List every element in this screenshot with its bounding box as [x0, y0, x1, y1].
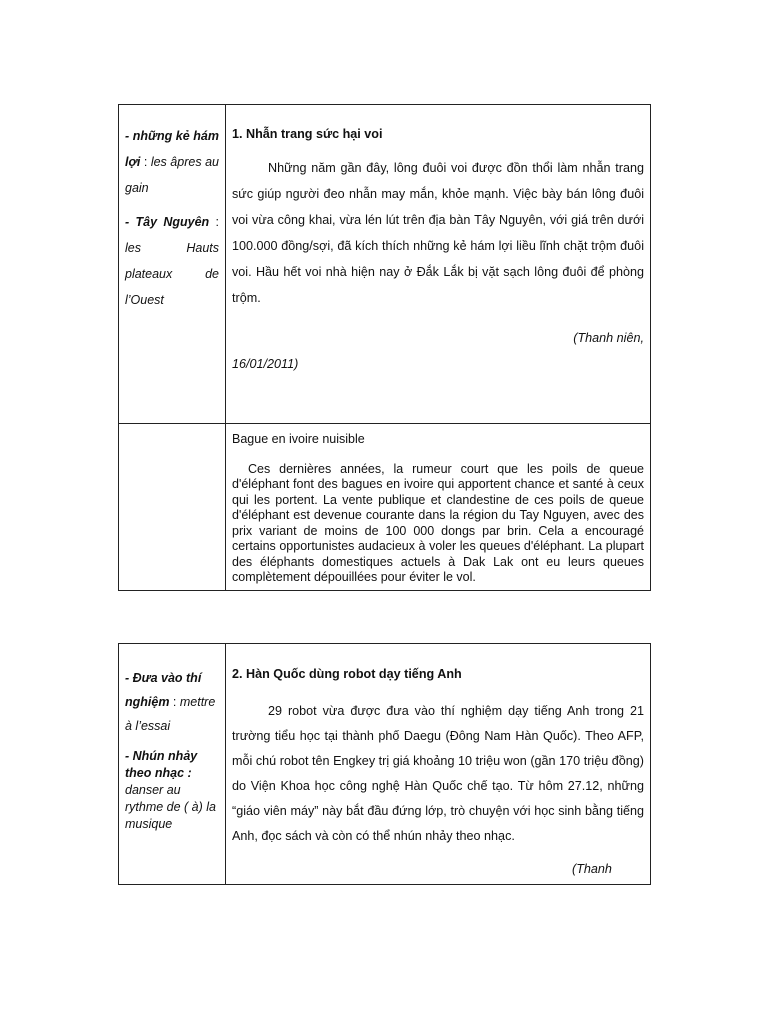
- translation-body: Ces dernières années, la rumeur court que les poils de queue d'éléphant font des bagues en ivoire qui apportent chance et santé à ceux qui les portent. La vente publique et clandestine de ces poils de queue d'éléphant est devenue courante dans la région du Tay Nguyen, avec des prix variant de moins de 100 000 dongs par brin. Cela a encouragé certains opportunistes audacieux à voler les queues d'éléphant. La plupart des éléphants domestiques actuels à Dak Lak ont eu leurs queues complètement dépouillées pour éviter le vol.: [232, 461, 644, 584]
- translation-title: Bague en ivoire nuisible: [232, 432, 365, 446]
- glossary-entry: - Tây Nguyên : les Hauts plateaux de l’Ouest: [125, 215, 219, 307]
- french-translation: [226, 424, 650, 590]
- glossary-cell: [119, 105, 226, 424]
- glossary: [119, 105, 225, 313]
- article-source: (Thanh: [572, 862, 612, 876]
- article-body: Những năm gần đây, lông đuôi voi được đồn thổi làm nhẫn trang sức giúp người đeo nhẫn may mắn, khỏe mạnh. Việc bày bán lông đuôi voi vừa công khai, vừa lén lút trên địa bàn Tây Nguyên, với giá trên dưới 100.000 đồng/sợi, đã kích thích những kẻ hám lợi liều lĩnh chặt trộm đuôi voi. Hầu hết voi nhà hiện nay ở Đắk Lắk bị vặt sạch lông đuôi để phòng trộm.: [232, 161, 644, 305]
- glossary-meaning: les âpres au gain: [125, 155, 219, 195]
- lesson-table-2: [118, 643, 651, 885]
- empty-cell: [119, 424, 226, 591]
- article-source: (Thanh niên,: [573, 331, 644, 345]
- glossary-cell: [119, 644, 226, 885]
- glossary-entry: - Đưa vào thí nghiệm : mettre à l’essai: [125, 671, 216, 733]
- glossary-entry: [125, 748, 219, 833]
- article-body: 29 robot vừa được đưa vào thí nghiệm dạy tiếng Anh trong 21 trường tiểu học tại thành phố Daegu (Đông Nam Hàn Quốc). Theo AFP, mỗi chú robot tên Engkey trị giá khoảng 10 triệu won (gần 170 triệu đồng) do Viện Khoa học công nghệ Hàn Quốc chế tạo. Từ hôm 27.12, những “giáo viên máy” này bắt đầu đứng lớp, trò chuyện với học sinh bằng tiếng Anh, đọc sách và còn có thể nhún nhảy theo nhạc.: [232, 704, 644, 843]
- vietnamese-text-cell: [226, 105, 651, 424]
- vietnamese-text-cell: [226, 644, 651, 885]
- glossary-meaning: les Hauts plateaux de l’Ouest: [125, 241, 219, 307]
- lesson-table-1: [118, 104, 651, 591]
- french-text-cell: [226, 424, 651, 591]
- glossary: [119, 644, 225, 833]
- article-title: 1. Nhẫn trang sức hại voi: [232, 127, 383, 141]
- glossary-term: - Đưa vào thí nghiệm: [125, 671, 202, 709]
- glossary-meaning: mettre à l’essai: [125, 695, 216, 733]
- vietnamese-article: [226, 644, 650, 882]
- glossary-term: - Tây Nguyên: [125, 215, 210, 229]
- glossary-entry: - những kẻ hám lợi : les âpres au gain: [125, 129, 219, 195]
- glossary-term: - Nhún nhảy theo nhạc :: [125, 749, 198, 780]
- article-title: 2. Hàn Quốc dùng robot dạy tiếng Anh: [232, 667, 462, 681]
- vietnamese-article: [226, 105, 650, 377]
- glossary-meaning: danser au rythme de ( à) la musique: [125, 783, 217, 831]
- glossary-term: - những kẻ hám lợi: [125, 129, 219, 169]
- article-source-date: 16/01/2011): [232, 357, 299, 371]
